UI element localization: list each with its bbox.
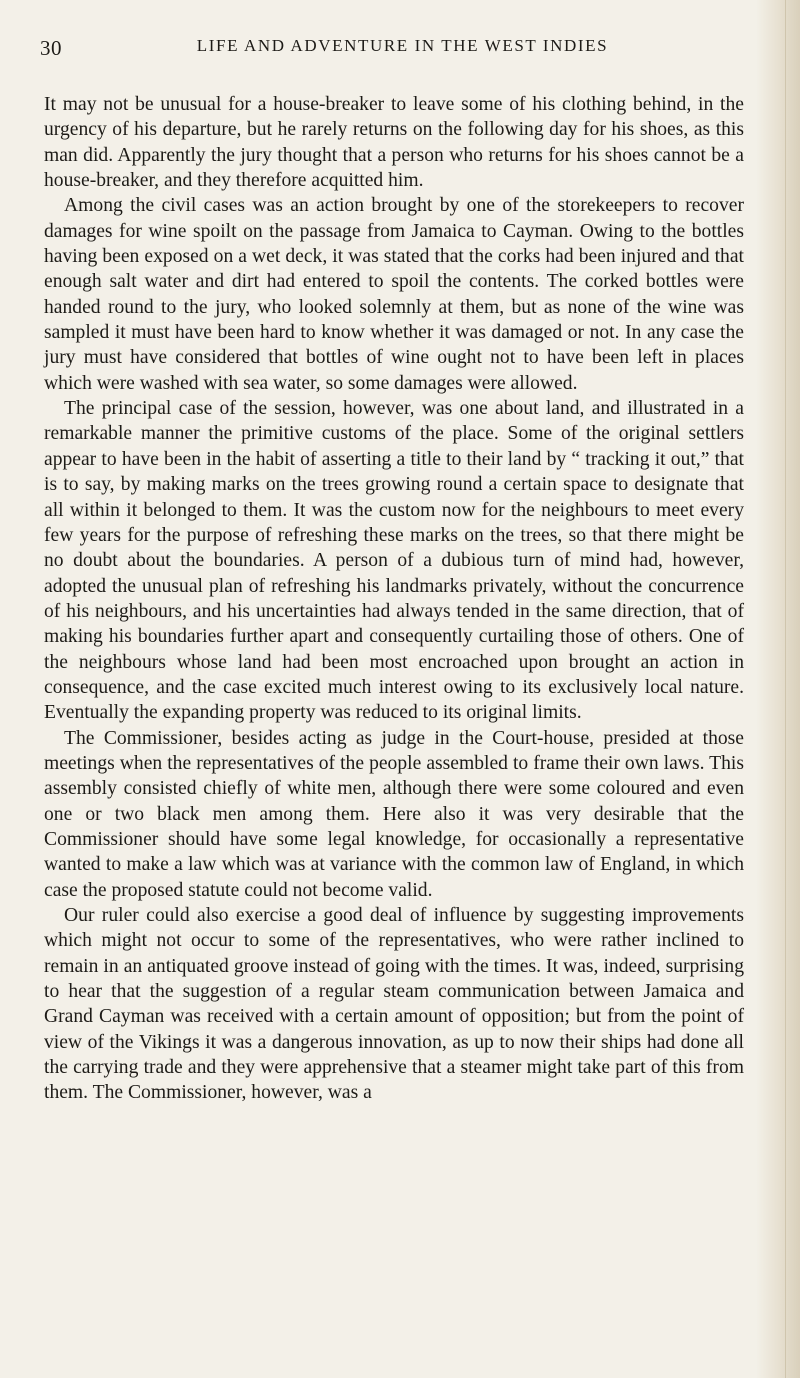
page-edge-shadow [756, 0, 800, 1378]
page-header [40, 36, 745, 66]
paragraph: The principal case of the session, however, was one about land, and illustrated in a remarkable manner the primitive customs of the place. Some of the original settlers appear to have been in the habit of asserting a title to their land by “ tracking it out,” that is to say, by making marks on the trees growing round a certain space to designate that all within it belonged to them. It was the custom now for the neighbours to meet every few years for the purpose of refreshing these marks on the trees, so that there might be no doubt about the boundaries. A person of a dubious turn of mind had, however, adopted the unusual plan of refreshing his landmarks privately, without the concurrence of his neighbours, and his uncertainties had always tended in the same direction, that of making his boundaries further apart and consequently curtailing those of others. One of the neighbours whose land had been most encroached upon brought an action in consequence, and the case excited much interest owing to its exclusively local nature. Eventually the expanding property was reduced to its original limits. [44, 398, 744, 724]
paragraph: It may not be unusual for a house-breaker to leave some of his clothing behind, in the urgency of his departure, but he rarely returns on the following day for his shoes, as this man did. Apparently the jury thought that a person who returns for his shoes cannot be a house-breaker, and they therefore acquitted him. [44, 94, 744, 192]
body-text [44, 92, 744, 1106]
paragraph: Our ruler could also exercise a good deal of influence by suggesting improvements which might not occur to some of the representatives, who were rather inclined to remain in an antiquated groove instead of going with the times. It was, indeed, surprising to hear that the suggestion of a regular steam communication between Jamaica and Grand Cayman was received with a certain amount of opposition; but from the point of view of the Vikings it was a dangerous innovation, as up to now their ships had done all the carrying trade and they were apprehensive that a steamer might take part of this from them. The Commissioner, however, was a [44, 905, 744, 1104]
running-head: LIFE AND ADVENTURE IN THE WEST INDIES [196, 36, 609, 55]
page-number: 30 [40, 36, 62, 60]
paragraph: The Commissioner, besides acting as judge in the Court-house, presided at those meetings when the representatives of the people assembled to frame their own laws. This assembly consisted chiefly of white men, although there were some coloured and even one or two black men among them. Here also it was very desirable that the Commissioner should have some legal knowledge, for occasionally a representative wanted to make a law which was at variance with the common law of England, in which case the proposed statute could not become valid. [44, 727, 744, 901]
paragraph: Among the civil cases was an action brought by one of the storekeepers to recover damages for wine spoilt on the passage from Jamaica to Cayman. Owing to the bottles having been exposed on a wet deck, it was stated that the corks had been injured and that enough salt water and dirt had entered to spoil the contents. The corked bottles were handed round to the jury, who looked solemnly at them, but as none of the wine was sampled it must have been hard to know whether it was damaged or not. In any case the jury must have considered that bottles of wine ought not to have been left in places which were washed with sea water, so some damages were allowed. [44, 195, 744, 394]
